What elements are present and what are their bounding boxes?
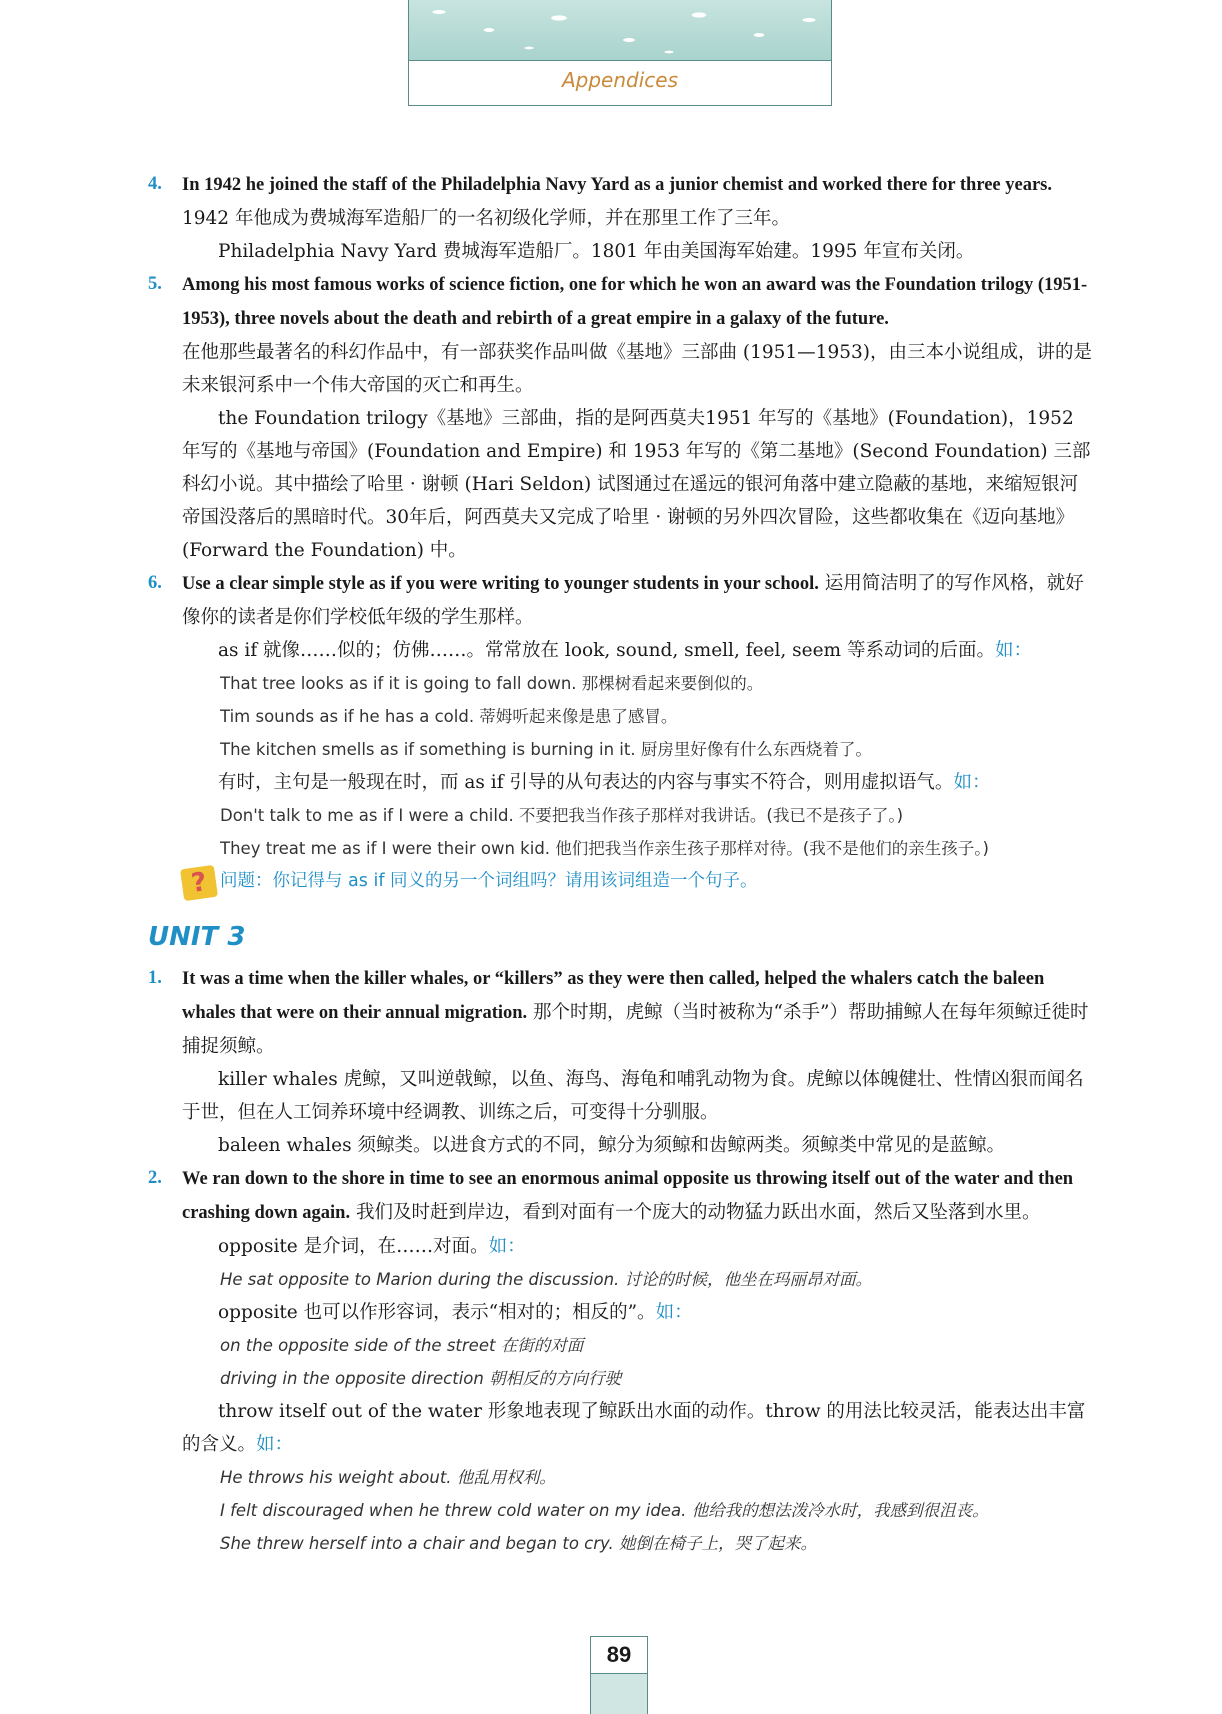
example-sentence: She threw herself into a chair and began to cry. 她倒在椅子上，哭了起来。 — [220, 1534, 818, 1553]
section-label: Appendices — [561, 68, 679, 92]
item-chinese: 那个时期，虎鲸（当时被称为“杀手”）帮助捕鲸人在每年须鲸迁徙时捕捉须鲸。 — [182, 1002, 1089, 1057]
example-sentence: I felt discouraged when he threw cold water on my idea. 他给我的想法泼冷水时，我感到很沮丧。 — [220, 1501, 989, 1520]
item-english: Use a clear simple style as if you were writing to younger students in your school. — [182, 574, 819, 594]
example-marker: 如： — [488, 1236, 526, 1257]
item-note — [148, 1296, 1094, 1329]
page-number-tab — [590, 1636, 648, 1714]
page-number: 89 — [591, 1637, 647, 1674]
example-sentence: They treat me as if I were their own kid. 他们把我当作亲生孩子那样对待。(我不是他们的亲生孩子。) — [220, 839, 989, 858]
note-text: opposite 也可以作形容词，表示“相对的；相反的”。 — [218, 1302, 656, 1323]
item-english: It was a time when the killer whales, or “killers” as they were then called, helped the whalers catch the baleen whales that were on their annual migration. — [182, 969, 1045, 1023]
note-item-6 — [148, 567, 1094, 634]
example-sentence: The kitchen smells as if something is burning in it. 厨房里好像有什么东西烧着了。 — [220, 740, 872, 759]
example-phrase: on the opposite side of the street 在街的对面 — [220, 1336, 584, 1355]
example-sentence: He sat opposite to Marion during the discussion. 讨论的时候，他坐在玛丽昂对面。 — [220, 1270, 873, 1289]
item-note — [148, 634, 1094, 667]
item-note — [148, 1395, 1094, 1461]
example-sentence: Tim sounds as if he has a cold. 蒂姆听起来像是患了感冒。 — [220, 707, 678, 726]
item-english: We ran down to the shore in time to see an enormous animal opposite us throwing itself out of the water and then crashing down again. — [182, 1169, 1074, 1223]
item-note — [148, 1230, 1094, 1263]
item-number: 1. — [148, 968, 162, 988]
item-english: In 1942 he joined the staff of the Philadelphia Navy Yard as a junior chemist and worked there for three years. — [182, 175, 1052, 195]
item-note: Philadelphia Navy Yard 费城海军造船厂。1801 年由美国海军始建。1995 年宣布关闭。 — [218, 241, 975, 262]
item-note: killer whales 虎鲸，又叫逆戟鲸，以鱼、海鸟、海龟和哺乳动物为食。虎鲸以体魄健壮、性情凶狠而闻名于世，但在人工饲养环境中经调教、训练之后，可变得十分驯服。 — [182, 1069, 1084, 1123]
item-chinese: 1942 年他成为费城海军造船厂的一名初级化学师，并在那里工作了三年。 — [182, 208, 790, 229]
item-number: 6. — [148, 573, 162, 593]
question-mark-icon: ? — [180, 865, 218, 901]
note-text: as if 就像……似的；仿佛……。常常放在 look, sound, smell, feel, seem 等系动词的后面。 — [218, 640, 995, 661]
item-number: 5. — [148, 274, 162, 294]
item-note — [148, 766, 1094, 799]
question-line — [148, 865, 1094, 898]
note-text: opposite 是介词，在……对面。 — [218, 1236, 489, 1257]
item-english: Among his most famous works of science fiction, one for which he won an award was the Foundation trilogy (1951-1953), three novels about the death and rebirth of a great empire in a galaxy of the future. — [182, 275, 1088, 329]
example-sentence: Don't talk to me as if I were a child. 不要把我当作孩子那样对我讲话。(我已不是孩子了。) — [220, 806, 904, 825]
item-note: the Foundation trilogy《基地》三部曲，指的是阿西莫夫1951 年写的《基地》(Foundation)，1952 年写的《基地与帝国》(Foundation and Empire) 和 1953 年写的《第二基地》(Second Foundation) 三部科幻小说。其中描绘了哈里 · 谢顿 (Hari Seldon) 试图通过在遥远的银河角落中建立隐蔽的基地，来缩短银河帝国没落后的黑暗时代。30年后，阿西莫夫又完成了哈里 · 谢顿的另外四次冒险，这些都收集在《迈向基地》(Forward the Foundation) 中。 — [182, 408, 1091, 561]
question-text: 问题：你记得与 as if 同义的另一个词组吗？请用该词组造一个句子。 — [220, 871, 758, 891]
item-chinese: 我们及时赶到岸边，看到对面有一个庞大的动物猛力跃出水面，然后又坠落到水里。 — [350, 1202, 1041, 1223]
header-banner — [408, 0, 832, 106]
example-marker: 如： — [256, 1434, 294, 1455]
item-note: baleen whales 须鲸类。以进食方式的不同，鲸分为须鲸和齿鲸两类。须鲸类中常见的是蓝鲸。 — [218, 1135, 1006, 1156]
example-sentence: That tree looks as if it is going to fall down. 那棵树看起来要倒似的。 — [220, 674, 764, 693]
note-text: 有时，主句是一般现在时，而 as if 引导的从句表达的内容与事实不符合，则用虚拟语气。 — [218, 772, 954, 793]
note-item-5 — [148, 268, 1094, 402]
unit-heading: UNIT 3 — [148, 922, 246, 952]
note-text: throw itself out of the water 形象地表现了鲸跃出水面的动作。throw 的用法比较灵活，能表达出丰富的含义。 — [182, 1401, 1086, 1455]
page-content — [148, 168, 1094, 1560]
note-item-4 — [148, 168, 1094, 235]
item-chinese: 运用简洁明了的写作风格，就好像你的读者是你们学校低年级的学生那样。 — [182, 573, 1084, 628]
example-phrase: driving in the opposite direction 朝相反的方向行驶 — [220, 1369, 622, 1388]
note-item-2 — [148, 1162, 1094, 1230]
note-item-1 — [148, 962, 1094, 1063]
header-decoration — [409, 0, 831, 61]
example-marker: 如： — [953, 772, 991, 793]
example-marker: 如： — [994, 640, 1032, 661]
item-number: 2. — [148, 1168, 162, 1188]
example-marker: 如： — [655, 1302, 693, 1323]
item-chinese: 在他那些最著名的科幻作品中，有一部获奖作品叫做《基地》三部曲 (1951—1953)，由三本小说组成，讲的是未来银河系中一个伟大帝国的灭亡和再生。 — [182, 342, 1092, 396]
example-sentence: He throws his weight about. 他乱用权利。 — [220, 1468, 556, 1487]
item-number: 4. — [148, 174, 162, 194]
